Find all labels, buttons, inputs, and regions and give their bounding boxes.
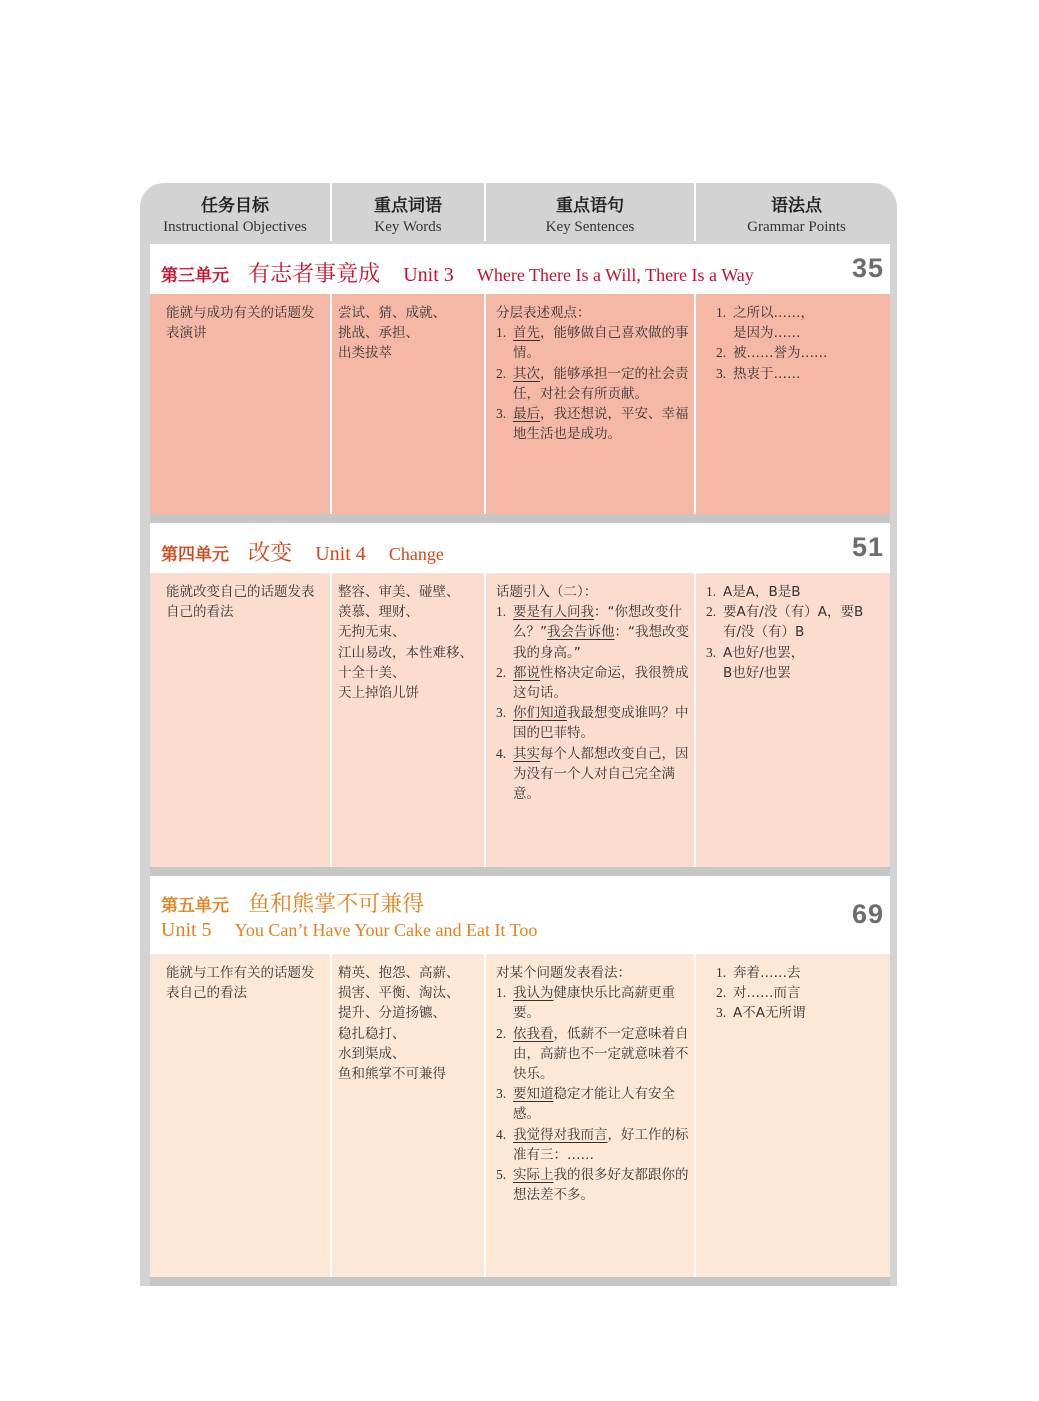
sentence-item: 1. 我认为健康快乐比高薪更重要。 bbox=[496, 985, 675, 1022]
grammar-item: 2. 要A有/没（有）A，要B 有/没（有）B bbox=[706, 604, 864, 641]
keyword-line: 天上掉馅儿饼 bbox=[338, 685, 419, 702]
unit5-page-number: 69 bbox=[851, 899, 884, 929]
unit5-heading bbox=[150, 876, 890, 954]
unit5-objective: 能就与工作有关的话题发表自己的看法 bbox=[166, 965, 315, 1002]
column-divider bbox=[694, 294, 696, 514]
unit5-grammar bbox=[716, 963, 886, 1277]
sentence-item: 1. 首先，能够做自己喜欢做的事情。 bbox=[496, 325, 689, 362]
sentences-intro: 话题引入（二）： bbox=[496, 584, 598, 600]
unit4-grammar bbox=[706, 582, 888, 867]
sentence-item: 4. 我觉得对我而言，好工作的标准有三：…… bbox=[496, 1126, 689, 1163]
keyword-line: 精英、抱怨、高薪、 bbox=[338, 965, 460, 981]
keyword-line: 鱼和熊掌不可兼得 bbox=[338, 1066, 446, 1083]
unit4-page-number: 51 bbox=[851, 532, 884, 562]
unit3-label: 第三单元 bbox=[161, 266, 229, 286]
keyword-line: 无拘无束、 bbox=[338, 624, 406, 641]
unit4-objective: 能就改变自己的话题发表自己的看法 bbox=[166, 584, 315, 621]
sentence-item: 5. 实际上我的很多好友都跟你的想法差不多。 bbox=[496, 1167, 689, 1204]
unit3-en-title: Where There Is a Will, There Is a Way bbox=[476, 265, 754, 285]
header-keywords-zh: 重点词语 bbox=[374, 196, 442, 216]
unit5-keywords bbox=[338, 963, 488, 1277]
header-objectives-zh: 任务目标 bbox=[201, 196, 269, 216]
grammar-item: 1. 奔着……去 bbox=[716, 965, 801, 981]
unit3-row bbox=[150, 294, 890, 514]
unit4-keywords bbox=[338, 582, 488, 867]
grammar-item: 2. 被……誉为…… bbox=[716, 345, 828, 362]
keyword-line: 提升、分道扬镳、 bbox=[338, 1005, 446, 1022]
unit3-grammar bbox=[716, 303, 886, 514]
unit4-cn-title: 改变 bbox=[248, 540, 293, 565]
column-divider bbox=[694, 954, 696, 1277]
keyword-line: 江山易改，本性难移、 bbox=[338, 644, 473, 661]
sentence-item: 3. 最后，我还想说，平安、幸福地生活也是成功。 bbox=[496, 406, 689, 443]
header-grammar-zh: 语法点 bbox=[771, 196, 822, 216]
header-grammar-en: Grammar Points bbox=[747, 219, 846, 235]
row-separator bbox=[150, 867, 890, 876]
keyword-line: 十全十美、 bbox=[338, 664, 406, 681]
column-divider bbox=[694, 573, 696, 867]
header-objectives bbox=[140, 183, 330, 241]
column-divider bbox=[484, 954, 486, 1277]
header-grammar bbox=[696, 183, 897, 241]
unit3-page-number: 35 bbox=[851, 253, 884, 283]
unit4-number: Unit 4 bbox=[315, 543, 366, 565]
sentence-item: 3. 你们知道我最想变成谁吗？中国的巴菲特。 bbox=[496, 705, 689, 742]
unit4-en-title: Change bbox=[388, 544, 444, 564]
unit4-sentences bbox=[496, 582, 690, 867]
column-divider bbox=[484, 294, 486, 514]
grammar-item: 3. A也好/也罢， B也好/也罢 bbox=[706, 644, 805, 681]
grammar-item: 2. 对……而言 bbox=[716, 985, 801, 1002]
sentence-item: 4. 其实每个人都想改变自己，因为没有一个人对自己完全满意。 bbox=[496, 745, 689, 803]
sentence-item: 1. 要是有人问我：“你想改变什么？”我会告诉他：“我想改变我的身高。” bbox=[496, 604, 689, 661]
keyword-line: 水到渠成、 bbox=[338, 1045, 406, 1062]
unit5-cn-title: 鱼和熊掌不可兼得 bbox=[248, 891, 425, 916]
sentence-item: 2. 依我看，低薪不一定意味着自由，高薪也不一定就意味着不快乐。 bbox=[496, 1025, 689, 1083]
column-divider bbox=[330, 294, 332, 514]
unit3-cn-title: 有志者事竟成 bbox=[248, 261, 381, 286]
unit5-en-title: You Can’t Have Your Cake and Eat It Too bbox=[234, 920, 538, 940]
row-separator bbox=[150, 514, 890, 523]
unit3-number: Unit 3 bbox=[403, 264, 454, 286]
header-sentences-en: Key Sentences bbox=[545, 219, 635, 235]
unit5-number: Unit 5 bbox=[161, 919, 212, 941]
unit3-sentences bbox=[496, 303, 690, 514]
header-sentences bbox=[486, 183, 694, 241]
header-objectives-en: Instructional Objectives bbox=[163, 219, 307, 235]
keyword-line: 稳扎稳打、 bbox=[338, 1025, 406, 1042]
header-keywords-en: Key Words bbox=[374, 219, 442, 235]
keyword-line: 挑战、承担、 bbox=[338, 325, 419, 342]
column-divider bbox=[484, 573, 486, 867]
unit4-heading bbox=[150, 523, 890, 573]
unit4-label: 第四单元 bbox=[161, 545, 229, 565]
unit5-sentences bbox=[496, 963, 690, 1277]
grammar-item: 3. 热衷于…… bbox=[716, 365, 801, 382]
row-separator bbox=[150, 1277, 890, 1286]
sentences-intro: 分层表述观点： bbox=[496, 305, 591, 321]
grammar-item: 3. A不A无所谓 bbox=[716, 1005, 806, 1022]
unit3-objective: 能就与成功有关的话题发表演讲 bbox=[166, 305, 315, 342]
grammar-item: 1. A是A，B是B bbox=[706, 584, 801, 600]
header-keywords bbox=[332, 183, 484, 241]
unit5-label: 第五单元 bbox=[161, 896, 229, 916]
unit5-row bbox=[150, 954, 890, 1277]
keyword-line: 出类拔萃 bbox=[338, 345, 392, 362]
grammar-item: 1. 之所以……， 是因为…… bbox=[716, 305, 814, 342]
sentence-item: 2. 都说性格决定命运，我很赞成这句话。 bbox=[496, 664, 689, 702]
keyword-line: 整容、审美、碰壁、 bbox=[338, 584, 460, 600]
sentence-item: 2. 其次，能够承担一定的社会责任，对社会有所贡献。 bbox=[496, 365, 689, 402]
keyword-line: 羡慕、理财、 bbox=[338, 604, 419, 621]
header-sentences-zh: 重点语句 bbox=[556, 196, 624, 216]
unit3-keywords bbox=[338, 303, 488, 514]
sentence-item: 3. 要知道稳定才能让人有安全感。 bbox=[496, 1086, 675, 1123]
column-divider bbox=[330, 573, 332, 867]
keyword-line: 尝试、猜、成就、 bbox=[338, 305, 446, 321]
table-header bbox=[140, 183, 897, 241]
sentences-intro: 对某个问题发表看法： bbox=[496, 965, 631, 981]
unit3-heading bbox=[150, 244, 890, 294]
column-divider bbox=[330, 954, 332, 1277]
unit4-row bbox=[150, 573, 890, 867]
keyword-line: 损害、平衡、淘汰、 bbox=[338, 985, 460, 1002]
